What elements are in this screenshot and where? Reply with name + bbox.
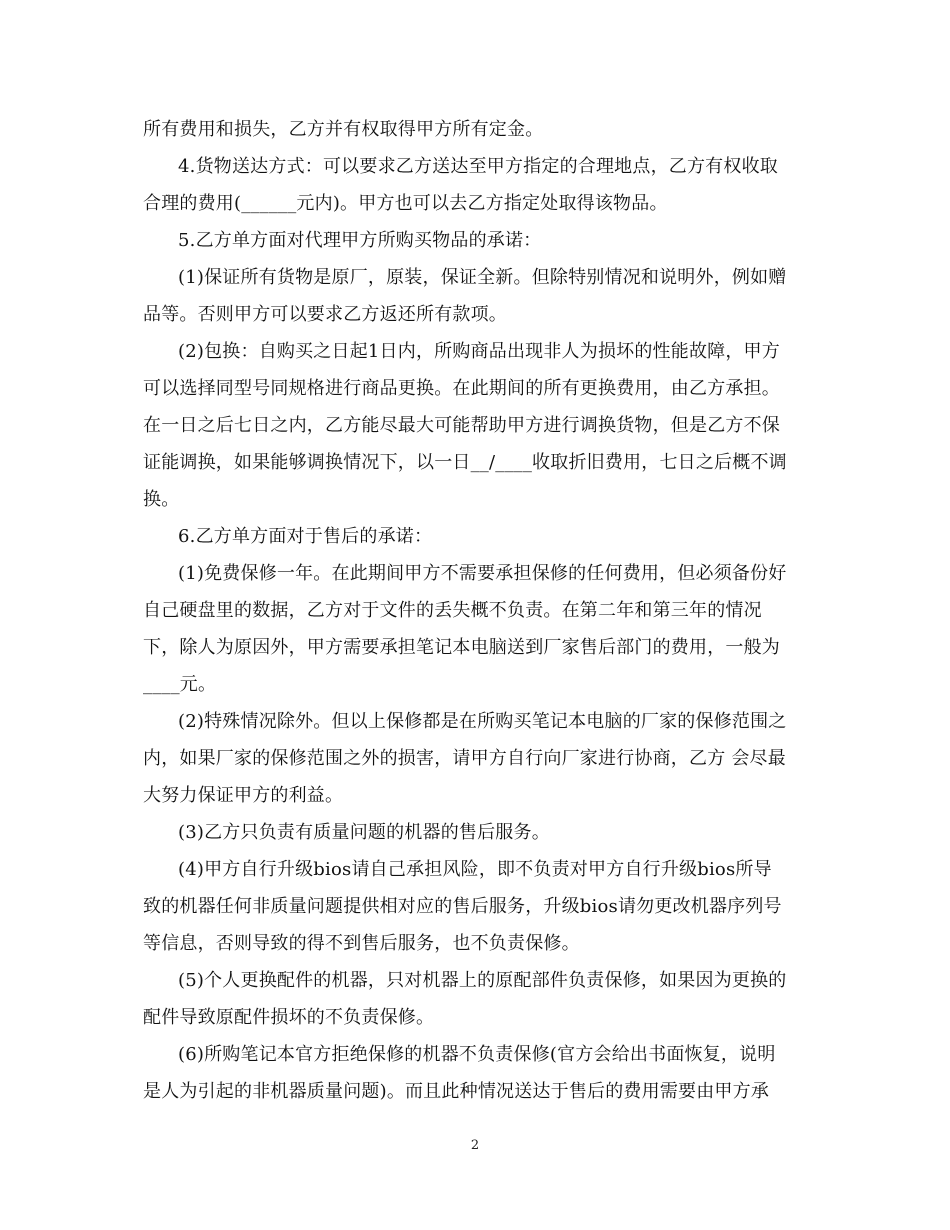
paragraph-line: 合理的费用(______元内)。甲方也可以去乙方指定处取得该物品。 <box>143 193 668 214</box>
paragraph-line: 等信息，否则导致的得不到售后服务，也不负责保修。 <box>143 933 580 954</box>
paragraph-line: 可以选择同型号同规格进行商品更换。在此期间的所有更换费用，由乙方承担。 <box>143 378 780 399</box>
paragraph-line: 品等。否则甲方可以要求乙方返还所有款项。 <box>143 304 507 325</box>
paragraph-line: 内，如果厂家的保修范围之外的损害，请甲方自行向厂家进行协商，乙方 会尽最 <box>143 748 786 769</box>
page-number: 2 <box>470 1138 480 1153</box>
paragraph-line: (1)保证所有货物是原厂，原装，保证全新。但除特别情况和说明外，例如赠 <box>178 267 787 288</box>
paragraph-line: 6.乙方单方面对于售后的承诺： <box>178 526 433 547</box>
paragraph-line: 所有费用和损失，乙方并有权取得甲方所有定金。 <box>143 119 544 140</box>
paragraph-line: ____元。 <box>143 674 217 695</box>
paragraph-line: 在一日之后七日之内，乙方能尽最大可能帮助甲方进行调换货物，但是乙方不保 <box>143 415 780 436</box>
paragraph-line: (1)免费保修一年。在此期间甲方不需要承担保修的任何费用，但必须备份好 <box>178 563 787 584</box>
paragraph-line: (2)特殊情况除外。但以上保修都是在所购买笔记本电脑的厂家的保修范围之 <box>178 711 787 732</box>
paragraph-line: 换。 <box>143 489 180 510</box>
paragraph-line: 大努力保证甲方的利益。 <box>143 785 344 806</box>
paragraph-line: (6)所购笔记本官方拒绝保修的机器不负责保修(官方会给出书面恢复，说明 <box>178 1044 776 1065</box>
paragraph-line: (3)乙方只负责有质量问题的机器的售后服务。 <box>178 822 550 843</box>
paragraph-line: (2)包换：自购买之日起1日内，所购商品出现非人为损坏的性能故障，甲方 <box>178 341 780 362</box>
paragraph-line: 证能调换，如果能够调换情况下，以一日__/____收取折旧费用，七日之后概不调 <box>143 452 787 473</box>
paragraph-line: 致的机器任何非质量问题提供相对应的售后服务，升级bios请勿更改机器序列号 <box>143 896 782 917</box>
paragraph-line: 下，除人为原因外，甲方需要承担笔记本电脑送到厂家售后部门的费用，一般为 <box>143 637 780 658</box>
paragraph-line: 4.货物送达方式：可以要求乙方送达至甲方指定的合理地点，乙方有权收取 <box>178 156 778 177</box>
paragraph-line: (4)甲方自行升级bios请自己承担风险，即不负责对甲方自行升级bios所导 <box>178 859 772 880</box>
paragraph-line: 配件导致原配件损坏的不负责保修。 <box>143 1007 435 1028</box>
paragraph-line: 是人为引起的非机器质量问题)。而且此种情况送达于售后的费用需要由甲方承 <box>143 1081 770 1102</box>
paragraph-line: (5)个人更换配件的机器，只对机器上的原配部件负责保修，如果因为更换的 <box>178 970 787 991</box>
paragraph-line: 5.乙方单方面对代理甲方所购买物品的承诺： <box>178 230 542 251</box>
paragraph-line: 自己硬盘里的数据，乙方对于文件的丢失概不负责。在第二年和第三年的情况 <box>143 600 762 621</box>
